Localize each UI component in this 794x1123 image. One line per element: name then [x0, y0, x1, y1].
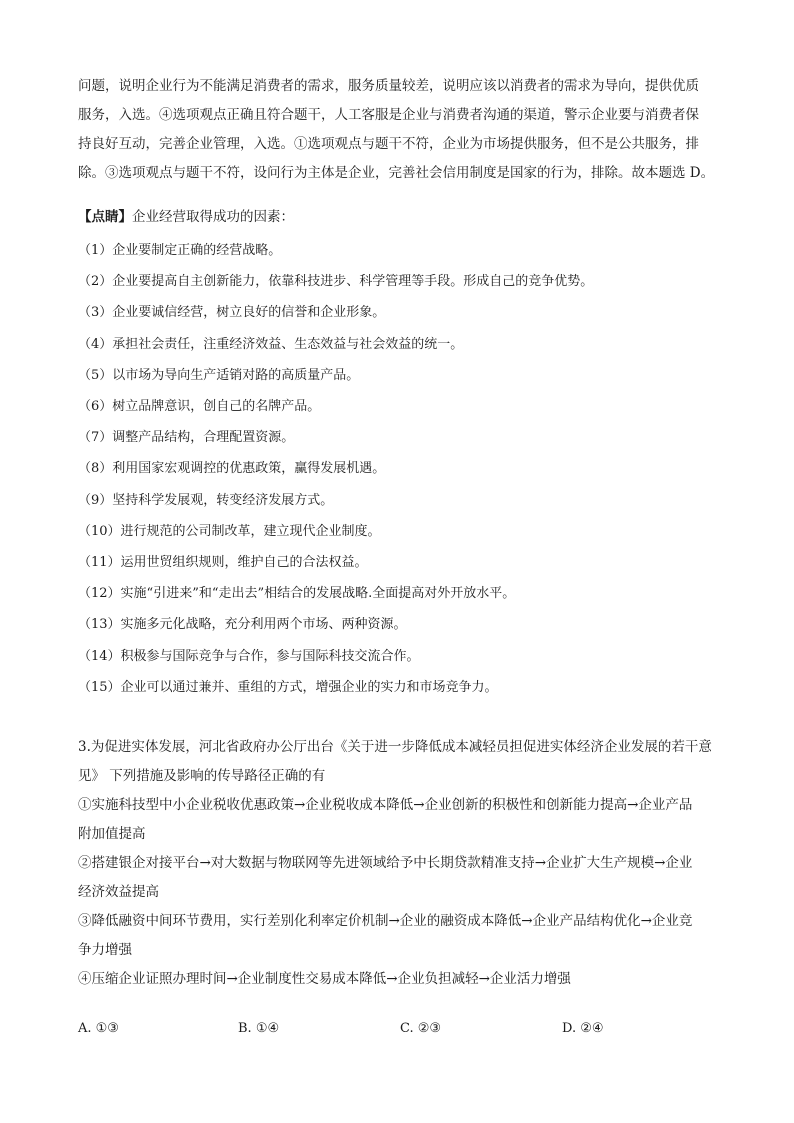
- list-item: （12）实施“引进来”和“走出去”相结合的发展战略.全面提高对外开放水平。: [78, 586, 516, 602]
- lead-line: 除。③选项观点与题干不符，设问行为主体是企业，完善社会信用制度是国家的行为，排除。故本题选 D。: [78, 165, 715, 181]
- question-option-line: ①实施科技型中小企业税收优惠政策→企业税收成本降低→企业创新的积极性和创新能力提高→企业产品: [78, 797, 693, 813]
- list-item: （11）运用世贸组织规则，维护自己的合法权益。: [78, 555, 368, 571]
- list-item: （13）实施多元化战略，充分利用两个市场、两种资源。: [78, 617, 407, 633]
- list-item: （15）企业可以通过兼并、重组的方式，增强企业的实力和市场竞争力。: [78, 679, 498, 695]
- dianjing-text: 企业经营取得成功的因素：: [132, 209, 294, 225]
- list-item: （9）坚持科学发展观，转变经济发展方式。: [78, 492, 334, 508]
- question-option-line: ③降低融资中间环节费用，实行差别化利率定价机制→企业的融资成本降低→企业产品结构优化→企业竞: [78, 913, 693, 929]
- list-item: （14）积极参与国际竞争与合作，参与国际科技交流合作。: [78, 648, 420, 664]
- answer-choice-a[interactable]: A. ①③: [78, 1021, 119, 1036]
- lead-line: 问题，说明企业行为不能满足消费者的需求，服务质量较差，说明应该以消费者的需求为导向，提供优质: [78, 78, 699, 94]
- question-stem-line: 见》 下列措施及影响的传导路径正确的有: [78, 768, 326, 784]
- answer-choice-d[interactable]: D. ②④: [562, 1021, 604, 1036]
- lead-line: 服务，入选。④选项观点正确且符合题干，人工客服是企业与消费者沟通的渠道，警示企业要与消费者保: [78, 107, 699, 123]
- list-item: （6）树立品牌意识，创自己的名牌产品。: [78, 399, 321, 415]
- list-item: （8）利用国家宏观调控的优惠政策，赢得发展机遇。: [78, 461, 386, 477]
- list-item: （5）以市场为导向生产适销对路的高质量产品。: [78, 367, 360, 383]
- dianjing-label: 【点睛】: [78, 209, 132, 225]
- dianjing-heading: [78, 203, 294, 232]
- question-stem-line: 3.为促进实体发展，河北省政府办公厅出台《关于进一步降低成本减轻员担促进实体经济企业发展的若干意: [78, 739, 712, 755]
- list-item: （2）企业要提高自主创新能力，依靠科技进步、科学管理等手段。形成自己的竞争优势。: [78, 274, 594, 290]
- list-item: （7）调整产品结构，合理配置资源。: [78, 430, 295, 446]
- question-option-line: ②搭建银企对接平台→对大数据与物联网等先进领域给予中长期贷款精准支持→企业扩大生产规模→企业: [78, 855, 693, 871]
- list-item: （4）承担社会责任，注重经济效益、生态效益与社会效益的统一。: [78, 336, 464, 352]
- question-option-line: ④压缩企业证照办理时间→企业制度性交易成本降低→企业负担减轻→企业活力增强: [78, 971, 571, 987]
- success-factors-list: [78, 235, 593, 703]
- question-option-line: 争力增强: [78, 942, 132, 958]
- answer-choices: [78, 1014, 726, 1043]
- answer-choice-b[interactable]: B. ①④: [238, 1021, 280, 1036]
- list-item: （10）进行规范的公司制改革，建立现代企业制度。: [78, 523, 381, 539]
- answer-choice-c[interactable]: C. ②③: [400, 1021, 442, 1036]
- list-item: （3）企业要诚信经营，树立良好的信誉和企业形象。: [78, 305, 386, 321]
- lead-line: 持良好互动，完善企业管理，入选。①选项观点与题干不符，企业为市场提供服务，但不是公共服务，排: [78, 136, 699, 152]
- question-option-line: 经济效益提高: [78, 884, 159, 900]
- question-3: [78, 733, 726, 994]
- list-item: （1）企业要制定正确的经营战略。: [78, 243, 282, 258]
- lead-paragraph: [78, 72, 726, 188]
- question-option-line: 附加值提高: [78, 826, 146, 842]
